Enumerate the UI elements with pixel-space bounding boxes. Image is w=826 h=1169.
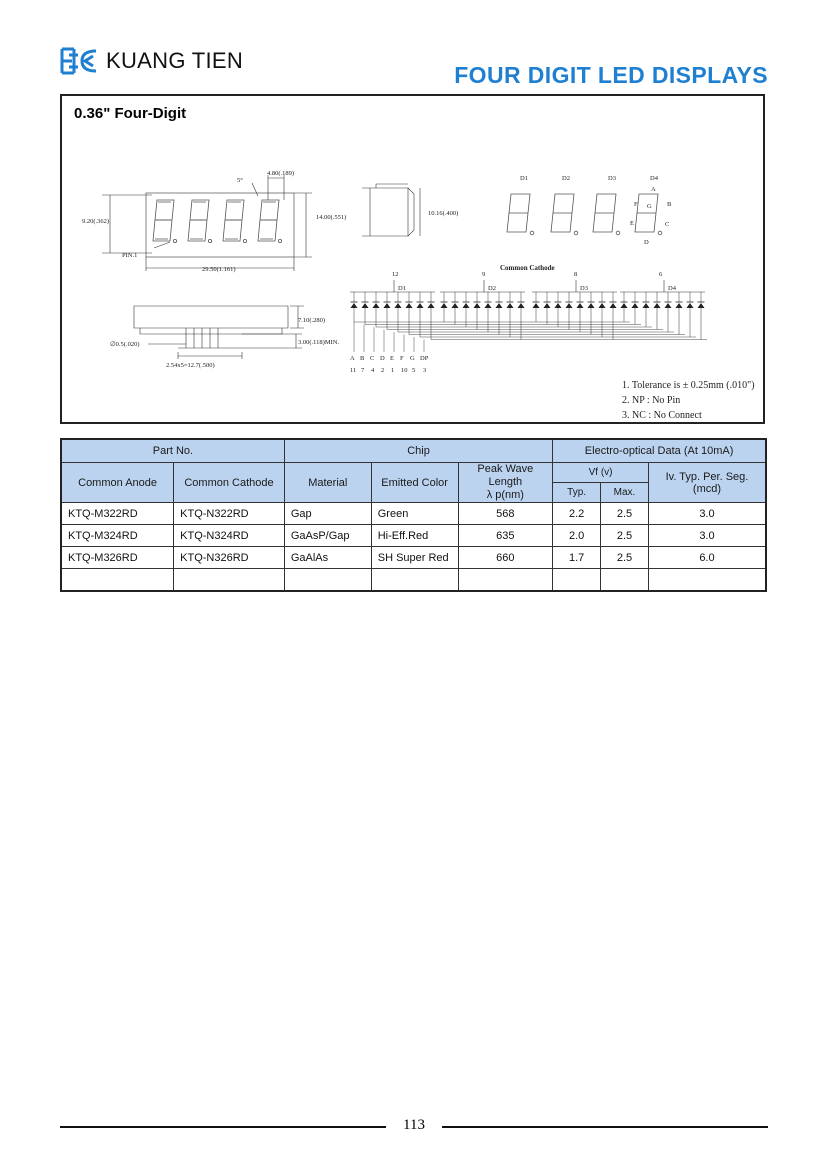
cell-emitted-color: SH Super Red	[371, 547, 458, 569]
drawing-panel	[60, 94, 765, 424]
cell-common-anode: KTQ-M326RD	[61, 547, 174, 569]
diode-symbol	[588, 303, 595, 308]
diode-symbol	[507, 303, 514, 308]
cell-empty	[174, 569, 285, 592]
col-emitted-color: Emitted Color	[371, 463, 458, 503]
diode-symbol	[463, 303, 470, 308]
company-logo	[60, 46, 243, 76]
diode-symbol	[654, 303, 661, 308]
diode-symbol	[610, 303, 617, 308]
diode-symbol	[373, 303, 380, 308]
seg-label-a: A	[651, 186, 656, 193]
digit-label-d3: D3	[608, 175, 616, 182]
cell-material: GaAsP/Gap	[284, 525, 371, 547]
front-view-outline	[146, 193, 294, 257]
diode-symbol	[533, 303, 540, 308]
dim-pin-dia: ∅0.5(.020)	[110, 341, 140, 348]
diode-symbol	[485, 303, 492, 308]
notes	[622, 378, 755, 423]
diode-symbol	[417, 303, 424, 308]
cell-iv: 3.0	[648, 503, 766, 525]
dim-pitch: 2.54x5=12.7(.500)	[166, 362, 215, 369]
cell-empty	[61, 569, 174, 592]
seg-label-g: G	[647, 203, 652, 210]
table-row	[61, 525, 766, 547]
seg-pin-e: 1	[391, 367, 395, 374]
cell-peak-wave: 660	[458, 547, 553, 569]
group-chip: Chip	[284, 439, 552, 463]
seg-pin-dp: 3	[423, 367, 427, 374]
page-number: 113	[403, 1117, 425, 1133]
seg-pin-f: 10	[401, 367, 408, 374]
diode-symbol	[687, 303, 694, 308]
dim-height-outer: 14.00(.551)	[316, 214, 347, 221]
diode-symbol	[599, 303, 606, 308]
cell-vf-typ: 2.0	[553, 525, 601, 547]
schem-d2: D2	[488, 285, 496, 292]
col-peak-wave	[458, 463, 553, 503]
note-1: 1. Tolerance is ± 0.25mm (.010")	[622, 380, 755, 391]
cell-vf-typ: 1.7	[553, 547, 601, 569]
kt-logo-icon	[60, 46, 98, 76]
diode-symbol	[395, 303, 402, 308]
group-part-no: Part No.	[61, 439, 284, 463]
seg-letter-e: E	[390, 355, 394, 362]
col-common-anode: Common Anode	[61, 463, 174, 503]
seg-label-b: B	[667, 201, 672, 208]
schem-d3: D3	[580, 285, 588, 292]
document-title: FOUR DIGIT LED DISPLAYS	[454, 62, 768, 88]
spec-table-wrapper	[60, 438, 767, 592]
footer-rule-right	[442, 1126, 768, 1128]
dim-height-inner: 9.20(.362)	[82, 218, 110, 225]
diode-symbol	[665, 303, 672, 308]
common-pin-9: 9	[482, 271, 486, 278]
diode-symbol	[406, 303, 413, 308]
pin1-leader	[154, 242, 170, 248]
seg-letter-dp: DP	[420, 355, 429, 362]
seg-pin-g: 5	[412, 367, 416, 374]
bottom-view-pins	[148, 306, 304, 359]
cell-common-cathode: KTQ-N322RD	[174, 503, 285, 525]
diode-symbol	[621, 303, 628, 308]
cell-common-anode: KTQ-M324RD	[61, 525, 174, 547]
note-3: 3. NC : No Connect	[622, 410, 702, 421]
schem-d1: D1	[398, 285, 406, 292]
cell-emitted-color: Hi-Eff.Red	[371, 525, 458, 547]
seg-pin-a: 11	[350, 367, 357, 374]
cell-material: Gap	[284, 503, 371, 525]
col-peak-wave-line2: λ p(nm)	[486, 489, 524, 501]
digit-label-d1: D1	[520, 175, 528, 182]
digit-label-d2: D2	[562, 175, 570, 182]
cell-common-anode: KTQ-M322RD	[61, 503, 174, 525]
page-footer	[60, 1116, 768, 1136]
schematic-title: Common Cathode	[500, 264, 555, 272]
digit-label-d4: D4	[650, 175, 658, 182]
cell-vf-typ: 2.2	[553, 503, 601, 525]
diode-symbol	[632, 303, 639, 308]
col-common-cathode: Common Cathode	[174, 463, 285, 503]
table-row-empty	[61, 569, 766, 592]
seg-letter-c: C	[370, 355, 375, 362]
common-pin-6: 6	[659, 271, 663, 278]
diode-symbol	[384, 303, 391, 308]
group-electro-optical: Electro-optical Data (At 10mA)	[553, 439, 766, 463]
dim-angle: 5°	[237, 177, 243, 184]
seg-letter-d: D	[380, 355, 385, 362]
cell-iv: 3.0	[648, 525, 766, 547]
schem-d4: D4	[668, 285, 676, 292]
seg-pin-b: 7	[361, 367, 365, 374]
diode-symbol	[496, 303, 503, 308]
note-2: 2. NP : No Pin	[622, 395, 681, 406]
cell-empty	[371, 569, 458, 592]
cell-emitted-color: Green	[371, 503, 458, 525]
brand-name: KUANG TIEN	[106, 48, 244, 73]
cell-empty	[601, 569, 649, 592]
cell-vf-max: 2.5	[601, 547, 649, 569]
diode-symbol	[452, 303, 459, 308]
diode-symbol	[555, 303, 562, 308]
cell-common-cathode: KTQ-N324RD	[174, 525, 285, 547]
table-row	[61, 547, 766, 569]
diode-symbol	[362, 303, 369, 308]
diode-symbol	[351, 303, 358, 308]
seg-letter-b: B	[360, 355, 365, 362]
panel-title: 0.36" Four-Digit	[74, 105, 187, 122]
dim-seg-width: 4.80(.189)	[267, 170, 295, 177]
seg-letter-g: G	[410, 355, 415, 362]
seg-label-e: E	[630, 220, 634, 227]
common-pin-12: 12	[392, 271, 399, 278]
diode-symbol	[676, 303, 683, 308]
diode-symbol	[474, 303, 481, 308]
col-peak-wave-line1: Peak Wave Length	[477, 463, 534, 488]
diode-symbol	[428, 303, 435, 308]
dim-width: 29.50(1.161)	[202, 266, 236, 273]
technical-drawing	[62, 96, 763, 422]
column-header-row	[61, 463, 766, 483]
seg-pin-d: 2	[381, 367, 385, 374]
table-row	[61, 503, 766, 525]
diode-symbol	[518, 303, 525, 308]
diode-symbol	[441, 303, 448, 308]
cell-iv: 6.0	[648, 547, 766, 569]
col-vf: Vf (v)	[553, 463, 649, 483]
cell-peak-wave: 635	[458, 525, 553, 547]
cell-empty	[648, 569, 766, 592]
cell-empty	[458, 569, 553, 592]
cell-common-cathode: KTQ-N326RD	[174, 547, 285, 569]
segment-digits	[507, 194, 662, 235]
cell-vf-max: 2.5	[601, 525, 649, 547]
diode-symbol	[698, 303, 705, 308]
col-material: Material	[284, 463, 371, 503]
bottom-view-outline	[134, 306, 288, 334]
cell-empty	[284, 569, 371, 592]
diode-symbol	[566, 303, 573, 308]
common-pin-8: 8	[574, 271, 578, 278]
seg-label-f: F	[634, 201, 638, 208]
seg-label-c: C	[665, 221, 670, 228]
dim-body-h: 7.10(.280)	[298, 317, 326, 324]
front-view-digits	[153, 200, 282, 243]
cell-vf-max: 2.5	[601, 503, 649, 525]
side-view-outline	[362, 184, 414, 236]
cell-peak-wave: 568	[458, 503, 553, 525]
dim-pin-len: 3.00(.118)MIN.	[298, 339, 340, 346]
group-header-row	[61, 439, 766, 463]
seg-label-d: D	[644, 239, 649, 246]
seg-letter-f: F	[400, 355, 404, 362]
spec-table	[60, 438, 767, 592]
col-iv: Iv. Typ. Per. Seg. (mcd)	[648, 463, 766, 503]
cell-empty	[553, 569, 601, 592]
dim-depth: 10.16(.400)	[428, 210, 459, 217]
cell-material: GaAlAs	[284, 547, 371, 569]
diode-symbol	[643, 303, 650, 308]
diode-symbol	[544, 303, 551, 308]
col-vf-max: Max.	[601, 483, 649, 503]
seg-letter-a: A	[350, 355, 355, 362]
diode-symbol	[577, 303, 584, 308]
col-vf-typ: Typ.	[553, 483, 601, 503]
pin1-label: PIN.1	[122, 252, 138, 259]
seg-pin-c: 4	[371, 367, 375, 374]
page-header	[60, 44, 768, 94]
footer-rule-left	[60, 1126, 386, 1128]
